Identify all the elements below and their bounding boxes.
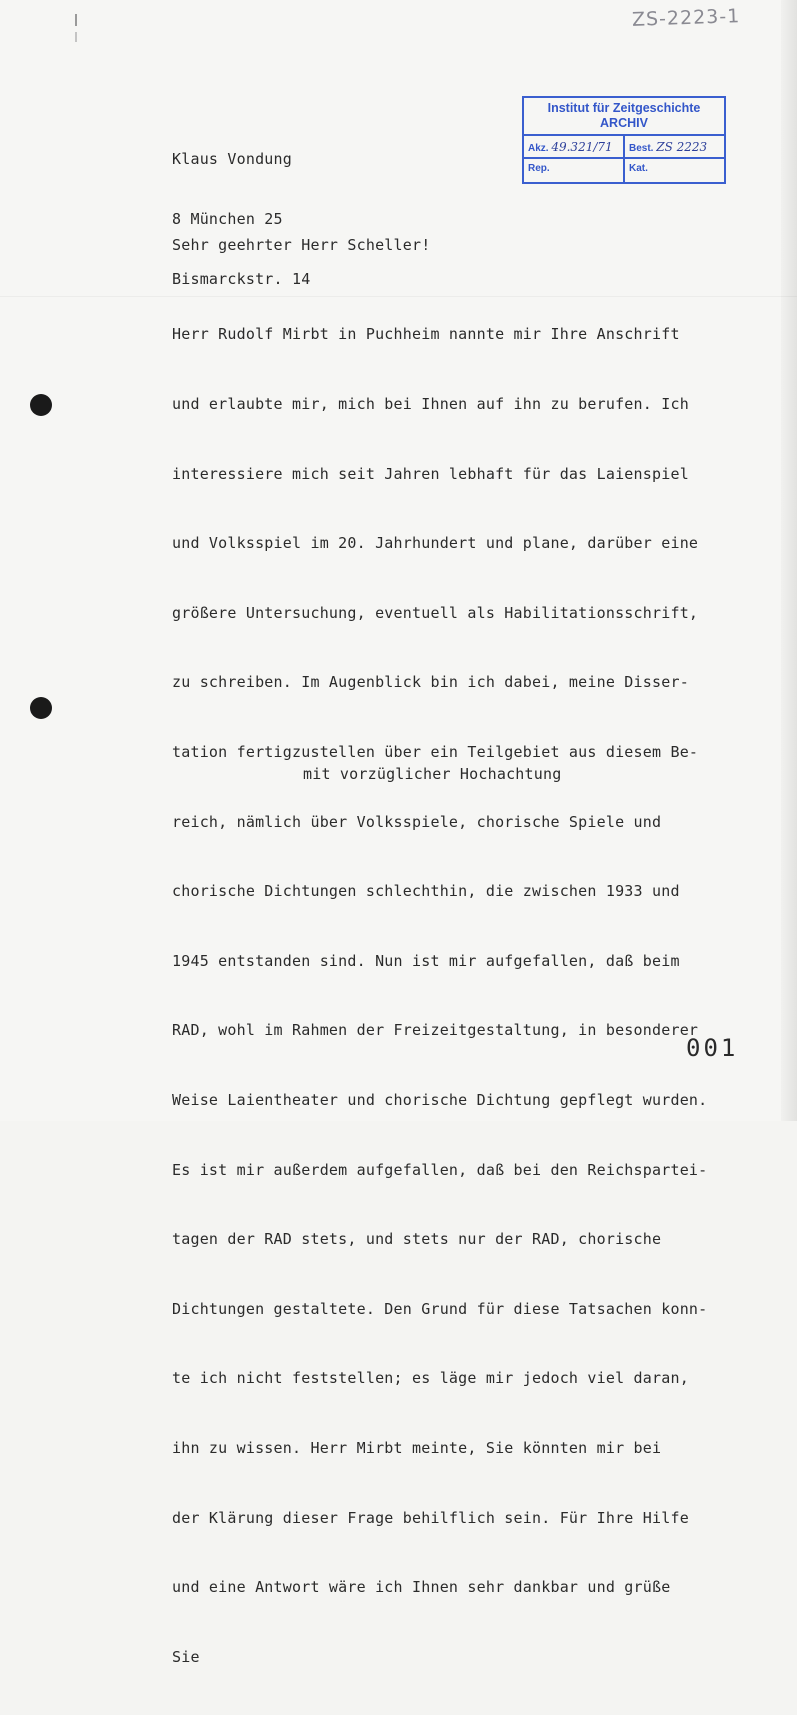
stamp-header xyxy=(524,98,724,136)
pencil-mark xyxy=(75,14,77,26)
body-line: Herr Rudolf Mirbt in Puchheim nannte mir Ihre Anschrift xyxy=(172,325,680,344)
body-line: te ich nicht feststellen; es läge mir jedoch viel daran, xyxy=(172,1369,689,1388)
body-line: tation fertigzustellen über ein Teilgebiet aus diesem Be- xyxy=(172,742,699,761)
stamp-akz-value: 49.321/71 xyxy=(551,140,613,154)
body-line: RAD, wohl im Rahmen der Freizeitgestaltung, in besonderer xyxy=(172,1021,699,1040)
body-line: 1945 entstanden sind. Nun ist mir aufgefallen, daß beim xyxy=(172,951,680,970)
pencil-mark xyxy=(75,32,77,42)
body-line: Dichtungen gestaltete. Den Grund für diese Tatsachen konn- xyxy=(172,1299,708,1318)
sender-name: Klaus Vondung xyxy=(172,150,292,168)
body-line: reich, nämlich über Volksspiele, chorische Spiele und xyxy=(172,812,662,831)
body-line: ihn zu wissen. Herr Mirbt meinte, Sie könnten mir bei xyxy=(172,1438,662,1457)
page-number: 001 xyxy=(686,1034,739,1062)
stamp-best-cell xyxy=(623,136,724,157)
page-edge-shadow xyxy=(781,0,797,1121)
stamp-kat-label: Kat. xyxy=(629,163,648,174)
stamp-archive: ARCHIV xyxy=(600,116,648,130)
body-line: und Volksspiel im 20. Jahrhundert und plane, darüber eine xyxy=(172,534,699,553)
stamp-akz-label: Akz. xyxy=(528,143,549,154)
stamp-rep-label: Rep. xyxy=(528,163,550,174)
body-line: Es ist mir außerdem aufgefallen, daß bei den Reichspartei- xyxy=(172,1160,708,1179)
stamp-best-value: ZS 2223 xyxy=(656,140,708,154)
punch-hole-icon xyxy=(30,394,52,416)
salutation: Sehr geehrter Herr Scheller! xyxy=(172,236,431,254)
stamp-row-rep xyxy=(524,159,724,182)
body-line: chorische Dichtungen schlechthin, die zwischen 1933 und xyxy=(172,882,680,901)
archive-id: ZS-2223-1 xyxy=(631,5,741,31)
archive-stamp xyxy=(522,96,726,184)
body-line: der Klärung dieser Frage behilflich sein. Für Ihre Hilfe xyxy=(172,1508,689,1527)
sender-street: Bismarckstr. 14 xyxy=(172,270,311,288)
body-line: interessiere mich seit Jahren lebhaft für das Laienspiel xyxy=(172,464,689,483)
stamp-best-label: Best. xyxy=(629,143,654,154)
letter-body xyxy=(172,277,707,1715)
body-line: Weise Laientheater und chorische Dichtung gepflegt wurden. xyxy=(172,1090,708,1109)
punch-hole-icon xyxy=(30,697,52,719)
stamp-rep-cell xyxy=(524,159,623,182)
stamp-kat-cell xyxy=(623,159,724,182)
closing-formula: mit vorzüglicher Hochachtung xyxy=(303,765,562,783)
body-line: und eine Antwort wäre ich Ihnen sehr dankbar und grüße xyxy=(172,1578,671,1597)
body-line: größere Untersuchung, eventuell als Habilitationsschrift, xyxy=(172,603,699,622)
body-line: tagen der RAD stets, und stets nur der RAD, chorische xyxy=(172,1230,662,1249)
body-line: Sie xyxy=(172,1647,200,1666)
body-line: zu schreiben. Im Augenblick bin ich dabei, meine Disser- xyxy=(172,673,689,692)
stamp-row-akz xyxy=(524,136,724,159)
stamp-institute: Institut für Zeitgeschichte xyxy=(547,101,701,115)
body-line: und erlaubte mir, mich bei Ihnen auf ihn zu berufen. Ich xyxy=(172,395,689,413)
stamp-akz-cell xyxy=(524,136,623,157)
sender-city: 8 München 25 xyxy=(172,210,283,228)
